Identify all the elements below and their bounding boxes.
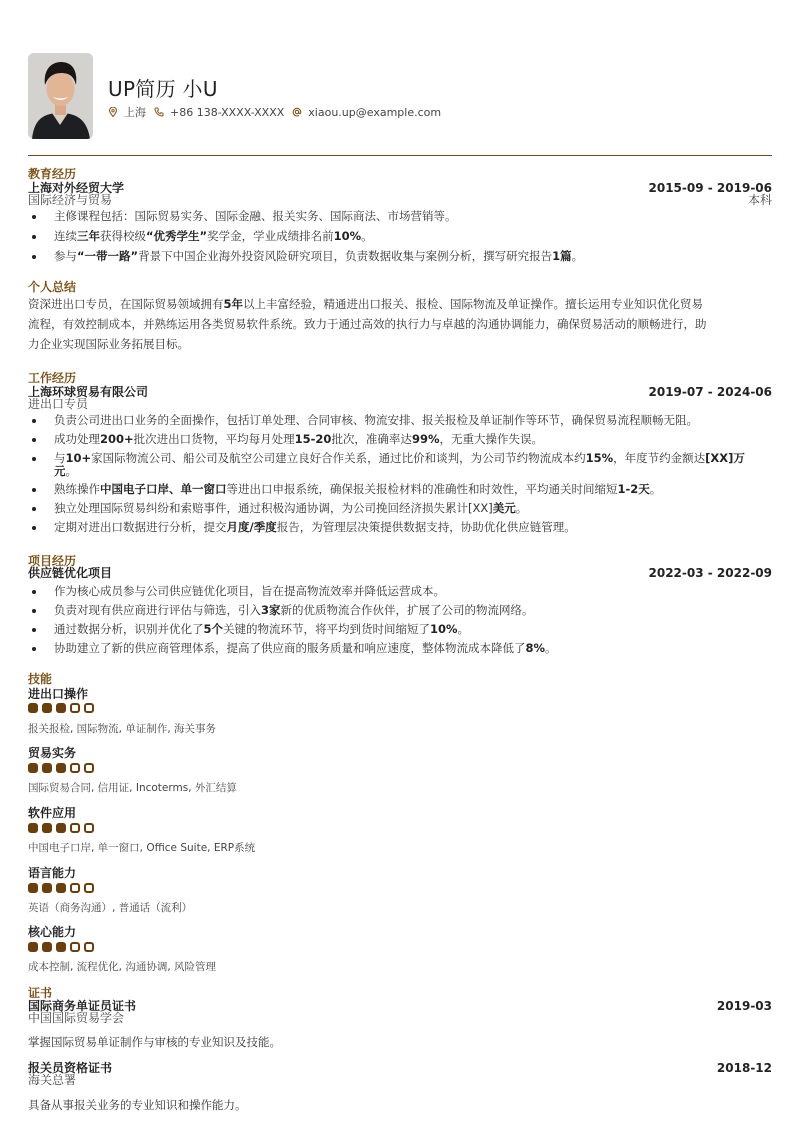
certificate-date: 2019-03 xyxy=(716,999,772,1013)
location-text: 上海 xyxy=(124,106,146,119)
project-dates: 2022-03 - 2022-09 xyxy=(648,566,772,580)
rating-dot-empty xyxy=(70,763,80,773)
education-dates: 2015-09 - 2019-06 xyxy=(648,181,772,195)
certificate-name: 国际商务单证员证书 xyxy=(28,999,137,1013)
list-item xyxy=(28,452,772,483)
bullet-text: 成功处理 xyxy=(54,432,100,446)
bullet-highlight: 200+ xyxy=(100,432,134,446)
section-title-project: 项目经历 xyxy=(28,554,77,568)
skill-rating xyxy=(28,883,98,893)
section-title-work: 工作经历 xyxy=(28,371,77,385)
rating-dot-filled xyxy=(42,883,52,893)
list-item xyxy=(28,433,772,452)
bullet-text: ，无重大操作失误。 xyxy=(439,432,543,446)
bullet-text: 家国际物流公司、船公司及航空公司建立良好合作关系，通过比价和谈判，为公司节约物流成本约 xyxy=(91,451,586,465)
skill-keywords: 报关报检, 国际物流, 单证制作, 海关事务 xyxy=(28,723,217,735)
summary-text: 力企业实现国际业务拓展目标。 xyxy=(28,337,189,351)
section-title-summary: 个人总结 xyxy=(28,280,77,294)
list-item xyxy=(28,250,772,270)
summary-paragraph xyxy=(28,294,772,354)
bullet-text: 负责公司进出口业务的全面操作，包括订单处理、合同审核、物流安排、报关报检及单证制作等环节，确保贸易流程顺畅无阻。 xyxy=(54,413,698,427)
skill-name: 软件应用 xyxy=(28,806,77,820)
certificate-issuer: 海关总署 xyxy=(28,1073,77,1087)
rating-dot-filled xyxy=(56,823,66,833)
profile-photo xyxy=(28,53,93,139)
avatar xyxy=(28,53,93,139)
bullet-highlight: 5个 xyxy=(203,622,224,636)
rating-dot-filled xyxy=(28,763,38,773)
bullet-highlight: 中国电子口岸、单一窗口 xyxy=(100,482,227,496)
list-item xyxy=(28,521,772,540)
certificate-name: 报关员资格证书 xyxy=(28,1061,113,1075)
bullet-text: 。 xyxy=(361,229,373,243)
contact-email[interactable] xyxy=(292,106,441,119)
skill-rating xyxy=(28,823,98,833)
bullet-text: 。 xyxy=(65,464,77,478)
bullet-text: 通过数据分析，识别并优化了 xyxy=(54,622,204,636)
bullet-text: 负责对现有供应商进行评估与筛选，引入 xyxy=(54,603,261,617)
work-bullets xyxy=(28,414,772,540)
summary-line xyxy=(28,294,772,314)
certificate-issuer: 中国国际贸易学会 xyxy=(28,1011,125,1025)
resume-header xyxy=(28,53,772,139)
list-item xyxy=(28,502,772,521)
rating-dot-empty xyxy=(70,703,80,713)
rating-dot-empty xyxy=(70,823,80,833)
rating-dot-filled xyxy=(56,942,66,952)
bullet-highlight: 10% xyxy=(430,622,458,636)
bullet-text: 作为核心成员参与公司供应链优化项目，旨在提高物流效率并降低运营成本。 xyxy=(54,584,445,598)
bullet-text: 。 xyxy=(457,622,470,636)
skill-name: 语言能力 xyxy=(28,866,77,880)
bullet-text: 。 xyxy=(515,501,528,515)
bullet-highlight: “优秀学生” xyxy=(146,229,208,243)
bullet-text: 批次进出口货物，平均每月处理 xyxy=(133,432,295,446)
skill-name: 核心能力 xyxy=(28,925,77,939)
rating-dot-empty xyxy=(84,942,94,952)
major: 国际经济与贸易 xyxy=(28,193,113,207)
bullet-highlight: 15% xyxy=(585,451,614,465)
section-title-certificates: 证书 xyxy=(28,986,53,1000)
bullet-highlight: 10% xyxy=(333,229,362,243)
bullet-text: 连续 xyxy=(54,229,77,243)
bullet-highlight: [XX]万元 xyxy=(54,451,745,478)
certificate-description: 掌握国际贸易单证制作与审核的专业知识及技能。 xyxy=(28,1035,281,1049)
bullet-highlight: “一带一路” xyxy=(77,249,139,263)
bullet-text: 背景下中国企业海外投资风险研究项目，负责数据收集与案例分析，撰写研究报告 xyxy=(138,249,553,263)
project-bullets xyxy=(28,585,772,661)
at-icon xyxy=(292,107,302,117)
rating-dot-filled xyxy=(42,942,52,952)
bullet-text: 批次，准确率达 xyxy=(331,432,412,446)
bullet-highlight: 1-2天 xyxy=(617,482,650,496)
bullet-highlight: 99% xyxy=(411,432,440,446)
contact-phone[interactable] xyxy=(154,106,284,119)
bullet-highlight: 月度/季度 xyxy=(226,520,277,534)
bullet-text: 与 xyxy=(54,451,66,465)
bullet-text: 。 xyxy=(545,641,557,655)
bullet-highlight: 15-20 xyxy=(294,432,332,446)
bullet-text: 主修课程包括：国际贸易实务、国际金融、报关实务、国际商法、市场营销等。 xyxy=(54,209,457,223)
rating-dot-filled xyxy=(42,823,52,833)
list-item xyxy=(28,642,772,661)
phone-text: +86 138-XXXX-XXXX xyxy=(170,105,285,119)
candidate-name: UP简历 小U xyxy=(108,77,218,101)
rating-dot-filled xyxy=(56,763,66,773)
bullet-text: 关键的物流环节，将平均到货时间缩短了 xyxy=(223,622,431,636)
phone-icon xyxy=(154,107,164,117)
bullet-highlight: 1篇 xyxy=(552,249,572,263)
bullet-text: 协助建立了新的供应商管理体系，提高了供应商的服务质量和响应速度，整体物流成本降低了 xyxy=(54,641,526,655)
summary-highlight: 5年 xyxy=(223,297,244,311)
rating-dot-empty xyxy=(70,883,80,893)
company-name: 上海环球贸易有限公司 xyxy=(28,385,149,399)
rating-dot-empty xyxy=(84,703,94,713)
map-pin-icon xyxy=(108,107,118,117)
skill-rating xyxy=(28,703,98,713)
bullet-text: 熟练操作 xyxy=(54,482,100,496)
list-item xyxy=(28,483,772,502)
summary-line xyxy=(28,314,772,334)
job-role: 进出口专员 xyxy=(28,397,89,411)
rating-dot-filled xyxy=(28,883,38,893)
school-name: 上海对外经贸大学 xyxy=(28,181,125,195)
bullet-text: 新的优质物流合作伙伴，扩展了公司的物流网络。 xyxy=(280,603,534,617)
bullet-text: 定期对进出口数据进行分析，提交 xyxy=(54,520,227,534)
email-text: xiaou.up@example.com xyxy=(308,105,442,119)
section-title-skills: 技能 xyxy=(28,672,53,686)
bullet-text: 报告，为管理层决策提供数据支持，协助优化供应链管理。 xyxy=(276,520,576,534)
summary-text: 以上丰富经验，精通进出口报关、报检、国际物流及单证操作。擅长运用专业知识优化贸易 xyxy=(243,297,704,311)
work-dates: 2019-07 - 2024-06 xyxy=(648,385,772,399)
bullet-text: 。 xyxy=(649,482,662,496)
bullet-highlight: 8% xyxy=(525,641,546,655)
rating-dot-filled xyxy=(56,703,66,713)
bullet-highlight: 10+ xyxy=(65,451,92,465)
summary-line xyxy=(28,334,772,354)
contact-info xyxy=(108,104,449,120)
list-item xyxy=(28,230,772,250)
rating-dot-filled xyxy=(56,883,66,893)
bullet-highlight: 美元 xyxy=(492,501,516,515)
section-title-education: 教育经历 xyxy=(28,167,77,181)
bullet-text: 奖学金，学业成绩排名前 xyxy=(207,229,334,243)
bullet-highlight: 3家 xyxy=(261,603,281,617)
rating-dot-empty xyxy=(84,763,94,773)
rating-dot-filled xyxy=(28,942,38,952)
header-divider xyxy=(28,155,772,156)
certificate-date: 2018-12 xyxy=(716,1061,772,1075)
skill-keywords: 国际贸易合同, 信用证, Incoterms, 外汇结算 xyxy=(28,782,237,794)
bullet-text: 独立处理国际贸易纠纷和索赔事件，通过积极沟通协调，为公司挽回经济损失累计[XX] xyxy=(54,501,493,515)
summary-text: 资深进出口专员，在国际贸易领域拥有 xyxy=(28,297,224,311)
bullet-text: 获得校级 xyxy=(100,229,146,243)
skill-rating xyxy=(28,763,98,773)
education-bullets xyxy=(28,210,772,270)
project-name: 供应链优化项目 xyxy=(28,566,113,580)
contact-location xyxy=(108,104,146,120)
skill-keywords: 成本控制, 流程优化, 沟通协调, 风险管理 xyxy=(28,961,217,973)
summary-text: 流程，有效控制成本，并熟练运用各类贸易软件系统。致力于通过高效的执行力与卓越的沟通协调能力，确保贸易活动的顺畅进行，助 xyxy=(28,317,707,331)
bullet-text: 参与 xyxy=(54,249,77,263)
degree: 本科 xyxy=(747,193,772,207)
skill-name: 进出口操作 xyxy=(28,687,89,701)
certificate-description: 具备从事报关业务的专业知识和操作能力。 xyxy=(28,1098,247,1112)
rating-dot-filled xyxy=(42,763,52,773)
rating-dot-empty xyxy=(84,823,94,833)
rating-dot-empty xyxy=(70,942,80,952)
bullet-highlight: 三年 xyxy=(77,229,100,243)
skill-keywords: 中国电子口岸, 单一窗口, Office Suite, ERP系统 xyxy=(28,842,256,854)
rating-dot-filled xyxy=(28,703,38,713)
list-item xyxy=(28,623,772,642)
rating-dot-filled xyxy=(42,703,52,713)
list-item xyxy=(28,210,772,230)
skill-name: 贸易实务 xyxy=(28,746,77,760)
rating-dot-filled xyxy=(28,823,38,833)
bullet-text: 等进出口申报系统，确保报关报检材料的准确性和时效性，平均通关时间缩短 xyxy=(226,482,618,496)
skill-keywords: 英语（商务沟通）, 普通话（流利） xyxy=(28,902,193,914)
bullet-text: ，年度节约金额达 xyxy=(613,451,706,465)
skill-rating xyxy=(28,942,98,952)
bullet-text: 。 xyxy=(571,249,584,263)
list-item xyxy=(28,414,772,433)
list-item xyxy=(28,585,772,604)
list-item xyxy=(28,604,772,623)
rating-dot-empty xyxy=(84,883,94,893)
